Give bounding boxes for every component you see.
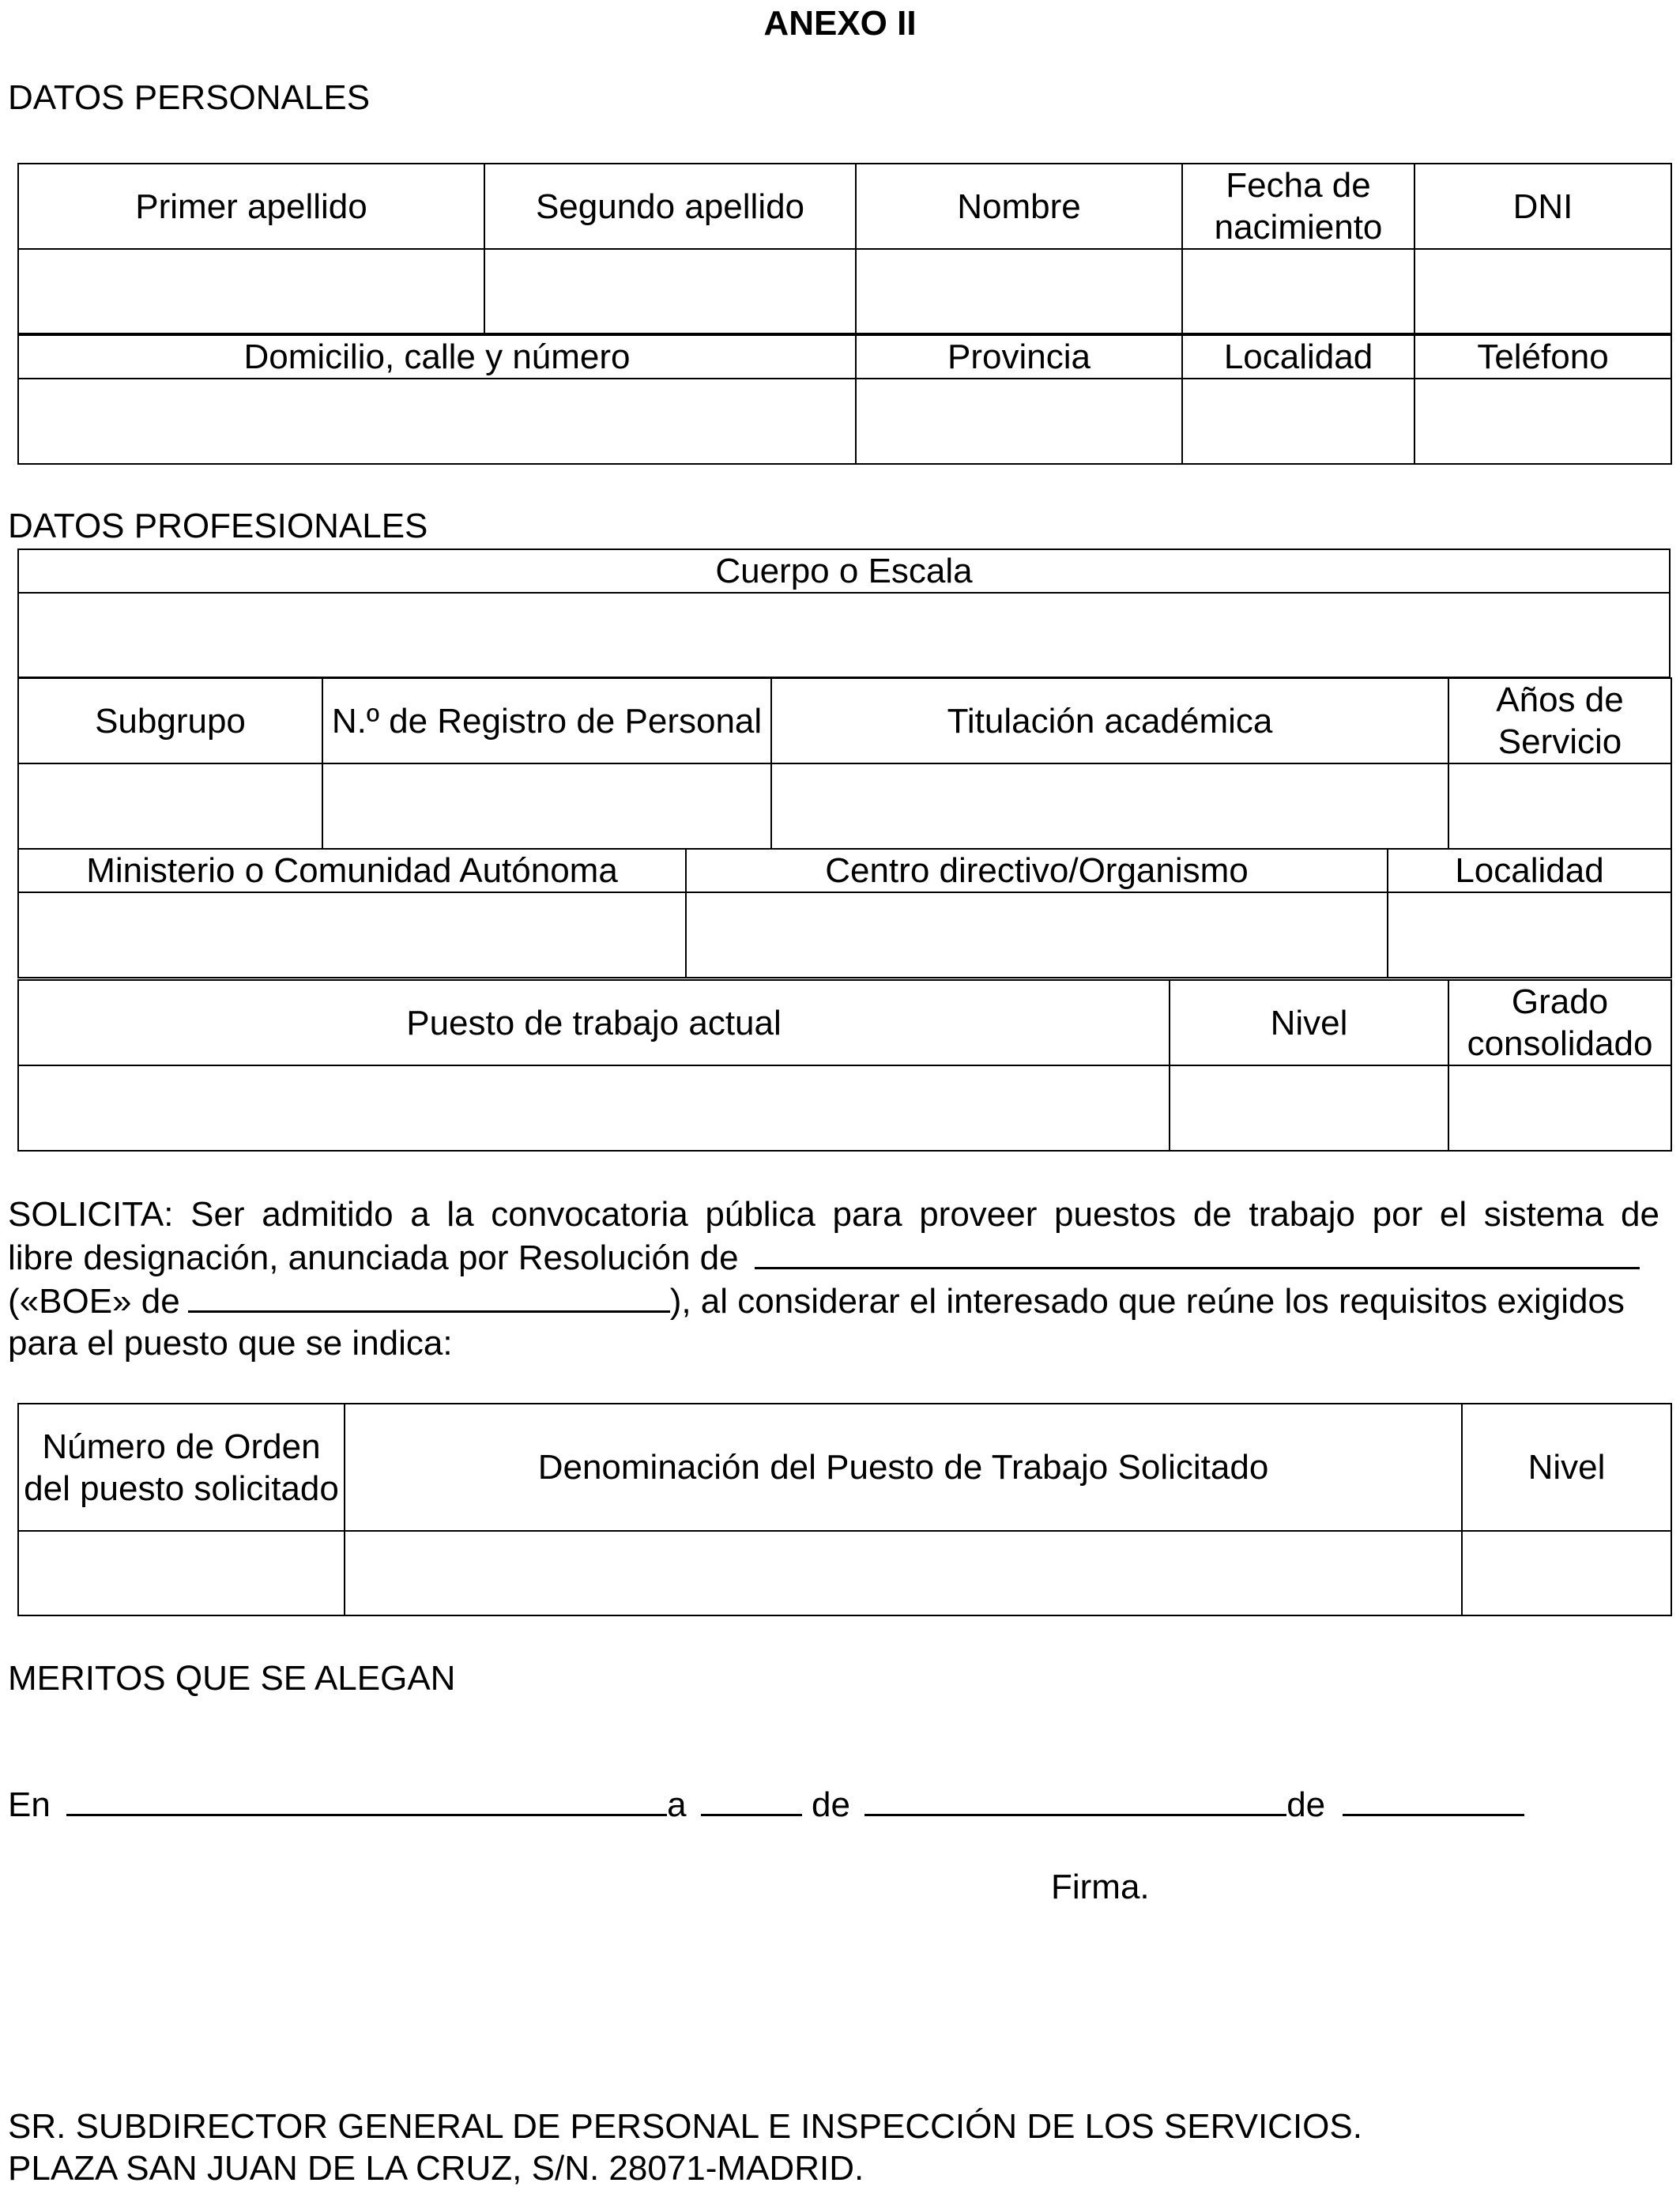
header-titulacion: Titulación académica xyxy=(771,678,1448,763)
header-domicilio-cell: Domicilio, calle y número xyxy=(18,335,856,379)
field-cuerpo-escala[interactable] xyxy=(18,593,1670,677)
solicita-line-4: para el puesto que se indica: xyxy=(8,1324,453,1363)
recipient-line-2: PLAZA SAN JUAN DE LA CRUZ, S/N. 28071-MADRID. xyxy=(8,2149,864,2188)
field-fecha-nacimiento[interactable] xyxy=(1182,249,1414,334)
professional-data-heading: DATOS PROFESIONALES xyxy=(8,507,428,545)
header-numero-orden: Número de Orden del puesto solicitado xyxy=(18,1404,345,1531)
solicita-line-2-text: libre designación, anunciada por Resolución de xyxy=(8,1238,739,1277)
boe-date-field[interactable] xyxy=(188,1279,670,1313)
field-provincia[interactable] xyxy=(856,379,1182,464)
professional-table-cuerpo xyxy=(17,548,1671,678)
field-nivel-solicitado[interactable] xyxy=(1462,1531,1671,1615)
header-nivel-solicitado: Nivel xyxy=(1462,1404,1671,1531)
field-subgrupo[interactable] xyxy=(18,763,322,849)
year-field[interactable] xyxy=(1343,1782,1524,1816)
page-title: ANEXO II xyxy=(763,4,917,43)
header-grado-consolidado: Grado consolidado xyxy=(1448,980,1671,1065)
date-en-label: En xyxy=(8,1785,51,1824)
header-localidad-profesional: Localidad xyxy=(1388,849,1671,892)
recipient-line-1: SR. SUBDIRECTOR GENERAL DE PERSONAL E INSPECCIÓN DE LOS SERVICIOS. xyxy=(8,2107,1362,2146)
day-field[interactable] xyxy=(701,1782,802,1816)
place-field[interactable] xyxy=(66,1782,667,1816)
field-nivel-actual[interactable] xyxy=(1170,1065,1448,1151)
header-anos-servicio: Años de Servicio xyxy=(1448,678,1671,763)
solicita-line-3 xyxy=(8,1279,1659,1322)
header-nivel-actual: Nivel xyxy=(1170,980,1448,1065)
header-localidad-cell: Localidad xyxy=(1182,335,1414,379)
field-puesto-actual[interactable] xyxy=(18,1065,1170,1151)
field-numero-orden[interactable] xyxy=(18,1531,345,1615)
header-segundo-apellido: Segundo apellido xyxy=(484,164,856,249)
date-line xyxy=(8,1782,1524,1826)
field-nombre[interactable] xyxy=(856,249,1182,334)
field-primer-apellido[interactable] xyxy=(18,249,484,334)
solicita-line-1: SOLICITA: Ser admitido a la convocatoria pública para proveer puestos de trabajo por el sistema de xyxy=(8,1195,1659,1234)
requested-position-table xyxy=(17,1403,1672,1616)
header-cuerpo-escala: Cuerpo o Escala xyxy=(18,549,1670,593)
solicita-paragraph xyxy=(8,1193,1659,1364)
header-subgrupo: Subgrupo xyxy=(18,678,322,763)
field-segundo-apellido[interactable] xyxy=(484,249,856,334)
solicita-line-3-suffix: ), al considerar el interesado que reúne los requisitos exigidos xyxy=(669,1282,1625,1321)
professional-table-subgrupo xyxy=(17,677,1672,850)
header-registro-personal: N.º de Registro de Personal xyxy=(322,678,771,763)
field-anos-servicio[interactable] xyxy=(1448,763,1671,849)
date-a-label: a xyxy=(667,1785,687,1824)
header-telefono: Teléfono xyxy=(1414,335,1671,379)
field-ministerio[interactable] xyxy=(18,892,686,978)
field-localidad[interactable] xyxy=(1182,379,1414,464)
field-grado-consolidado[interactable] xyxy=(1448,1065,1671,1151)
header-fecha-nacimiento: Fecha de nacimiento xyxy=(1182,164,1414,249)
field-dni[interactable] xyxy=(1414,249,1671,334)
date-de2-label: de xyxy=(1286,1785,1326,1824)
solicita-line-3-prefix: («BOE» de xyxy=(8,1282,180,1321)
personal-data-heading: DATOS PERSONALES xyxy=(8,78,371,117)
header-denominacion-puesto: Denominación del Puesto de Trabajo Solicitado xyxy=(345,1404,1462,1531)
header-primer-apellido: Primer apellido xyxy=(18,164,484,249)
resolucion-date-field[interactable] xyxy=(755,1235,1640,1269)
field-centro-directivo[interactable] xyxy=(686,892,1388,978)
meritos-heading: MERITOS QUE SE ALEGAN xyxy=(8,1659,456,1698)
field-denominacion-puesto[interactable] xyxy=(345,1531,1462,1615)
header-dni: DNI xyxy=(1414,164,1671,249)
professional-table-ministerio xyxy=(17,848,1672,978)
personal-data-table-address xyxy=(17,334,1672,465)
header-provincia-cell: Provincia xyxy=(856,335,1182,379)
professional-table-puesto xyxy=(17,979,1672,1152)
field-telefono[interactable] xyxy=(1414,379,1671,464)
header-ministerio: Ministerio o Comunidad Autónoma xyxy=(18,849,686,892)
field-localidad-profesional[interactable] xyxy=(1388,892,1671,978)
header-centro-directivo: Centro directivo/Organismo xyxy=(686,849,1388,892)
field-titulacion[interactable] xyxy=(771,763,1448,849)
field-registro-personal[interactable] xyxy=(322,763,771,849)
field-domicilio[interactable] xyxy=(18,379,856,464)
signature-label: Firma. xyxy=(1051,1868,1150,1906)
date-de1-label: de xyxy=(812,1785,850,1824)
header-puesto-actual: Puesto de trabajo actual xyxy=(18,980,1170,1065)
header-nombre: Nombre xyxy=(856,164,1182,249)
personal-data-table xyxy=(17,163,1672,334)
month-field[interactable] xyxy=(864,1782,1286,1816)
solicita-line-2 xyxy=(8,1235,1659,1279)
